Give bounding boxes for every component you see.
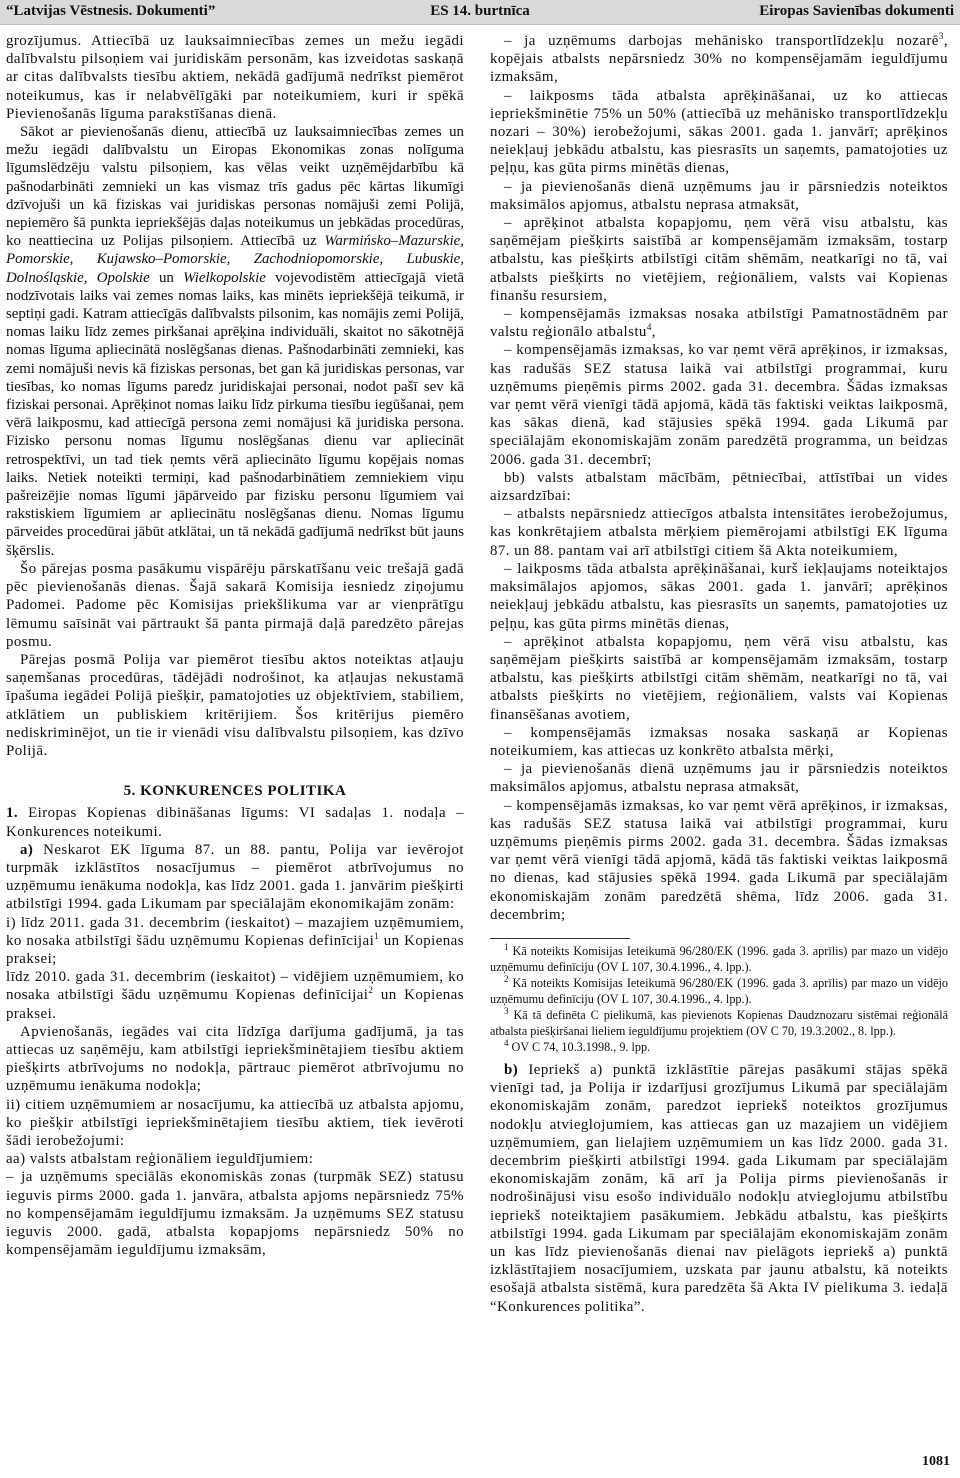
header-section: Eiropas Savienības dokumenti — [759, 3, 954, 19]
section-title: 5. KONKURENCES POLITIKA — [123, 783, 347, 800]
paragraph: Pārejas posmā Polija var piemērot tiesību aktos noteiktas atļauju saņemšanas procedūras, tādējādi nodrošinot, ka atļaujas nekustamā īpašuma iegādei Polijā piešķir, pamatojoties uz objektīviem, stabiliem, atklātiem un publiskiem kritērijiem. Šos kritērijus piemēro nediskriminējot, un tie ir vienādi visu dalībvalstu pilsoņiem, kas dzīvo Polijā. — [6, 651, 464, 759]
paragraph: – aprēķinot atbalsta kopapjomu, ņem vērā visu atbalstu, kas saņēmējam piešķirts saistībā ar kompensējamām izmaksām, tostarp atbalstu, kas piešķirts atbilstīgi citām shēmām, neatkarīgi no tā, vai atbalsts piešķirts no vietējiem, reģionāliem, valsts vai Kopienas finanšu resursiem, — [490, 215, 948, 304]
paragraph: 1. Eiropas Kopienas dibināšanas līgums: VI sadaļas 1. nodaļa – Konkurences noteikumi. — [6, 805, 464, 840]
paragraph: b) Iepriekš a) punktā izklāstītie pārejas pasākumi stājas spēkā vienīgi tad, ja Polija ir izdarījusi grozījumus Likumā par speciālajām ekonomiskajām zonām, paredzot iepriekš noteiktos grozījumus nodokļu atvieglojumiem, kas attiecas gan uz mazajiem un vidējiem uzņēmumiem, gan lielajiem uzņēmumiem un kas līdz 2000. gada 31. decembrim piešķirti atbilstīgi 1994. gada Likumam par speciālajām ekonomiskajām zonām, kā arī ja Polija pirms pievienošanās ir nodrošinājusi visu esošo individuālo nodokļu atvieglojumu atbilstību iepriekš noteiktajiem pasākumiem. Jebkādu atbalstu, kas piešķirts atbilstīgi 1994. gada Likumam par speciālajām ekonomiskajām zonām un kas līdz pievienošanās dienai nav pielāgots iepriekš a) punktā izklāstītajiem nosacījumiem, uzskata par jaunu atbalstu, kā noteikts esošajā atbalsta sistēmā, kura paredzēta šā Akta IV pielikuma 3. iedaļā “Konkurences politika”. — [490, 1061, 948, 1315]
paragraph: bb) valsts atbalstam mācībām, pētniecībai, attīstībai un vides aizsardzībai: — [490, 469, 948, 505]
paragraph: i) līdz 2011. gada 31. decembrim (ieskaitot) – mazajiem uzņēmumiem, ko nosaka atbilstīgi šādu uzņēmumu Kopienas definīcijai$^1$ un Kopienas praksei; — [6, 914, 464, 967]
paragraph: a) Neskarot EK līguma 87. un 88. pantu, Polija var ievērojot turpmāk izklāstītos nosacījumus – piemērot atbrīvojumus no uzņēmumu ienākuma nodokļa, kas līdz 2001. gada 1. janvārim piešķirti atbilstīgi 1994. gada Likumam par speciālajām ekonomikajām zonām: — [6, 841, 464, 913]
paragraph: – ja pievienošanās dienā uzņēmums jau ir pārsniedzis noteiktos maksimālos apjomus, atbalstu neprasa atmaksāt, — [490, 761, 948, 796]
paragraph: – ja pievienošanās dienā uzņēmums jau ir pārsniedzis noteiktos maksimālos apjomus, atbalstu neprasa atmaksāt, — [490, 178, 948, 213]
footnote-rule — [490, 938, 630, 939]
right-column — [490, 32, 948, 1316]
header-issue: ES 14. burtnīca — [430, 3, 530, 19]
paragraph: – kompensējamās izmaksas nosaka atbilstīgi Pamatnostādnēm par valstu reģionālo atbalstu$^4$, — [490, 306, 948, 341]
footnotes — [490, 943, 948, 1055]
paragraph: – kompensējamās izmaksas nosaka saskaņā ar Kopienas noteikumiem, kas attiecas uz konkrēto atbalsta mērķi, — [490, 724, 948, 759]
paragraph: – laikposms tāda atbalsta aprēķināšanai, kurš iekļaujams noteiktajos maksimālajos apjomos, sākas 2001. gada 1. janvārī; aprēķinos neiekļauj jebkādu atbalstu, kas piesrasīts un saņemts, pamatojoties uz peļņu, kas gūta pirms minētās dienas, — [490, 560, 948, 632]
paragraph: Šo pārejas posma pasākumu vispārēju pārskatīšanu veic trešajā gadā pēc pievienošanās dienas. Šajā sakarā Komisija iesniedz ziņojumu Padomei. Padome pēc Komisijas priekšlikuma var ar vienprātīgu lēmumu saīsināt vai pārtraukt šā panta pirmajā daļā paredzēto pārejas posmu. — [6, 560, 464, 650]
paragraph: aa) valsts atbalstam reģionāliem ieguldījumiem: — [6, 1151, 314, 1168]
footnote: $^1$ Kā noteikts Komisijas Ieteikumā 96/280/EK (1996. gada 3. aprīlis) par mazo un vidējo uzņēmumu definīciju (OV L 107, 30.4.1996., 4. lpp.). — [490, 941, 948, 974]
paragraph: – ja uzņēmums darbojas mehānisko transportlīdzekļu nozarē$^3$, kopējais atbalsts nepārsniedz 30% no kompensējamām ieguldījumu izmaksām, — [490, 31, 948, 86]
paragraph: – ja uzņēmums speciālās ekonomiskās zonas (turpmāk SEZ) statusu ieguvis pirms 2000. gada 1. janvāra, atbalsta apjoms nepārsniedz 75% no kompensējamām ieguldījumu izmaksām. Ja uzņēmums SEZ statusu ieguvis 2000. gadā, atbalsta kopapjoms nepārsniedz 50% no kompensējamām ieguldījumu izmaksām, — [6, 1169, 464, 1259]
page-header — [0, 0, 960, 25]
paragraph: grozījumus. Attiecībā uz lauksaimniecības zemes un mežu iegādi dalībvalstu pilsoņiem vai juridiskām personām, kas izveidotas saskaņā ar citas dalībvalsts tiesību aktiem, nekādā gadījumā nedrīkst piemērot noteikumus, kas ir nelabvēlīgāki par noteikumiem, kuri ir spēkā Pievienošanās līguma parakstīšanas dienā. — [6, 33, 464, 122]
page-number: 1081 — [922, 1454, 950, 1469]
paragraph: ii) citiem uzņēmumiem ar nosacījumu, ka attiecībā uz atbalsta apjomu, ko piešķir atbilstīgi iepriekšminētajiem tiesību aktiem, tiek ievēroti šādi ierobežojumi: — [6, 1096, 464, 1149]
paragraph: – kompensējamās izmaksas, ko var ņemt vērā aprēķinos, ir izmaksas, kas radušās SEZ statusa laikā vai atbilstīgi programmai, kuru uzņēmums pieņēmis pirms 2002. gada 31. decembra. Šādas izmaksas var ņemt vērā vienīgi tādā apjomā, kādā tās faktiski veiktas laikposmā, kas sākas dienā, kad stājusies spēkā 1994. gada Likumā par speciālajām ekonomiskajām zonām paredzētā programma, un beidzas 2006. gada 31. decembrī; — [490, 342, 948, 468]
paragraph: līdz 2010. gada 31. decembrim (ieskaitot) – vidējiem uzņēmumiem, ko nosaka atbilstīgi šādu uzņēmumu Kopienas definīcijai$^2$ un Kopienas praksei. — [6, 969, 464, 1022]
paragraph: – atbalsts nepārsniedz attiecīgos atbalsta intensitātes ierobežojumus, kas konkrētajiem atbalsta mērķiem piemērojami atbilstīgi EK līguma 87. un 88. pantam vai arī atbilstīgi citiem šā Akta noteikumiem, — [490, 506, 948, 559]
footnote: $^4$ OV C 74, 10.3.1998., 9. lpp. — [504, 1037, 651, 1054]
paragraph: – laikposms tāda atbalsta aprēķināšanai, uz ko attiecas iepriekšminētie 75% un 50% (attiecībā uz mehānisko transportlīdzekļu nozari – 30%) ierobežojumi, sākas 2001. gada 1. janvārī; aprēķinos neiekļauj jebkādu atbalstu, kas piesrasīts un saņemts, pamatojoties uz peļņu, kas gūta pirms minētās dienas, — [490, 87, 948, 177]
header-publication-title: “Latvijas Vēstnesis. Dokumenti” — [6, 3, 216, 19]
left-column — [6, 32, 464, 1259]
footnote: $^2$ Kā noteikts Komisijas Ieteikumā 96/280/EK (1996. gada 3. aprīlis) par mazo un vidējo uzņēmumu definīciju (OV L 107, 30.4.1996., 4. lpp.). — [490, 973, 948, 1006]
paragraph: – aprēķinot atbalsta kopapjomu, ņem vērā visu atbalstu, kas saņēmējam piešķirts saistībā ar kompensējamām izmaksām, tostarp atbalstu, kas piešķirts atbilstīgi citām shēmām, neatkarīgi no tā, vai atbalsts piešķirts no vietējiem, reģionāliem, valsts vai Kopienas finansēšanas avotiem, — [490, 633, 948, 723]
paragraph: – kompensējamās izmaksas, ko var ņemt vērā aprēķinos, ir izmaksas, kas radušās SEZ statusa laikā vai atbilstīgi programmai, kuru uzņēmums pieņēmis pirms 2002. gada 31. decembra. Šādas izmaksas var ņemt vērā vienīgi tādā apjomā, kādā tās faktiski veiktas laikposmā no dienas, kad stājusies spēkā 1994. gada Likumā par speciālajām ekonomiskajām zonām paredzētā shēma, līdz 2006. gada 31. decembrim; — [490, 797, 948, 923]
paragraph: Apvienošanās, iegādes vai cita līdzīga darījuma gadījumā, ja tas attiecas uz saņēmēju, kam atbilstīgi iepriekšminētajiem tiesību aktiem piešķirts atbrīvojums no nodokļa, pārtrauc piemērot atbrīvojumu no uzņēmumu ienākuma nodokļa; — [6, 1023, 464, 1095]
footnote: $^3$ Kā tā definēta C pielikumā, kas pievienots Kopienas Daudznozaru sistēmai reģionālā atbalsta piešķiršanai lieliem ieguldījumu projektiem (OV C 70, 19.3.2002., 8. lpp.). — [490, 1005, 948, 1038]
paragraph: Sākot ar pievienošanās dienu, attiecībā uz lauksaimniecības zemes un mežu iegādi dalībvalstu un Eiropas Ekonomikas zonas nolīguma līgumslēdzēju valstu pilsoņiem, kas vēlas veikt uzņēmējdarbību kā pašnodarbināti zemnieki un kas vismaz trīs gadus pēc kārtas likumīgi dzīvojuši un kā fiziskas vai juridiskas personas nomājuši zemi Polijā, nepiemēro šā punkta iepriekšējās daļas noteikumus un jebkādas procedūras, ko neattiecina uz Polijas pilsoņiem. Attiecībā uz Warmińsko–Mazurskie, Pomorskie, Kujawsko–Pomorskie, Zachodniopomorskie, Lubuskie, Dolnośląskie, Opolskie un Wielkopolskie vojevodistēm attiecīgajā vietā nodzīvotais laiks vai zemes nomas laiks, kas minēts iepriekšējā teikumā, ir septiņi gadi. Katram attiecīgās dalībvalsts pilsonim, kas nomājis zemi Polijā, nomas laiku līdz zemes pirkšanai aprēķina individuāli, skaitot no sākotnējā nomas līguma apliecinātā noslēgšanas dienas. Pašnodarbināti zemnieki, kas zemi nomājuši nevis kā fiziskas personas, bet gan kā juridiskas personas, var tiesības, ko nomas līgums paredz juridiskajai personai, nodot pašī sev kā fiziskai personai. Aprēķinot nomas laiku līdz pirkuma tiesību iegūšanai, ņem vērā laikposmu, kad attiecīgā persona zemi nomājusi kā juridiska persona. Fizisko personu nomas līgumu noslēgšanas dienu var apliecināt retrospektīvi, un tad tiek ņemts vērā apliecināto līgumu kopējais nomas laiks. Netiek noteikti termiņi, kad pašnodarbinātiem zemniekiem viņu pašreizējie nomas līgumi jāpārveido par fizisku personu līgumiem vai rakstiskiem līgumiem ar apliecinātu noslēgšanas dienu. Nomas līgumu pārveides procedūrai jābūt atklātai, un tā nekādā gadījumā nedrīkst būt jauns šķērslis. — [6, 124, 464, 559]
